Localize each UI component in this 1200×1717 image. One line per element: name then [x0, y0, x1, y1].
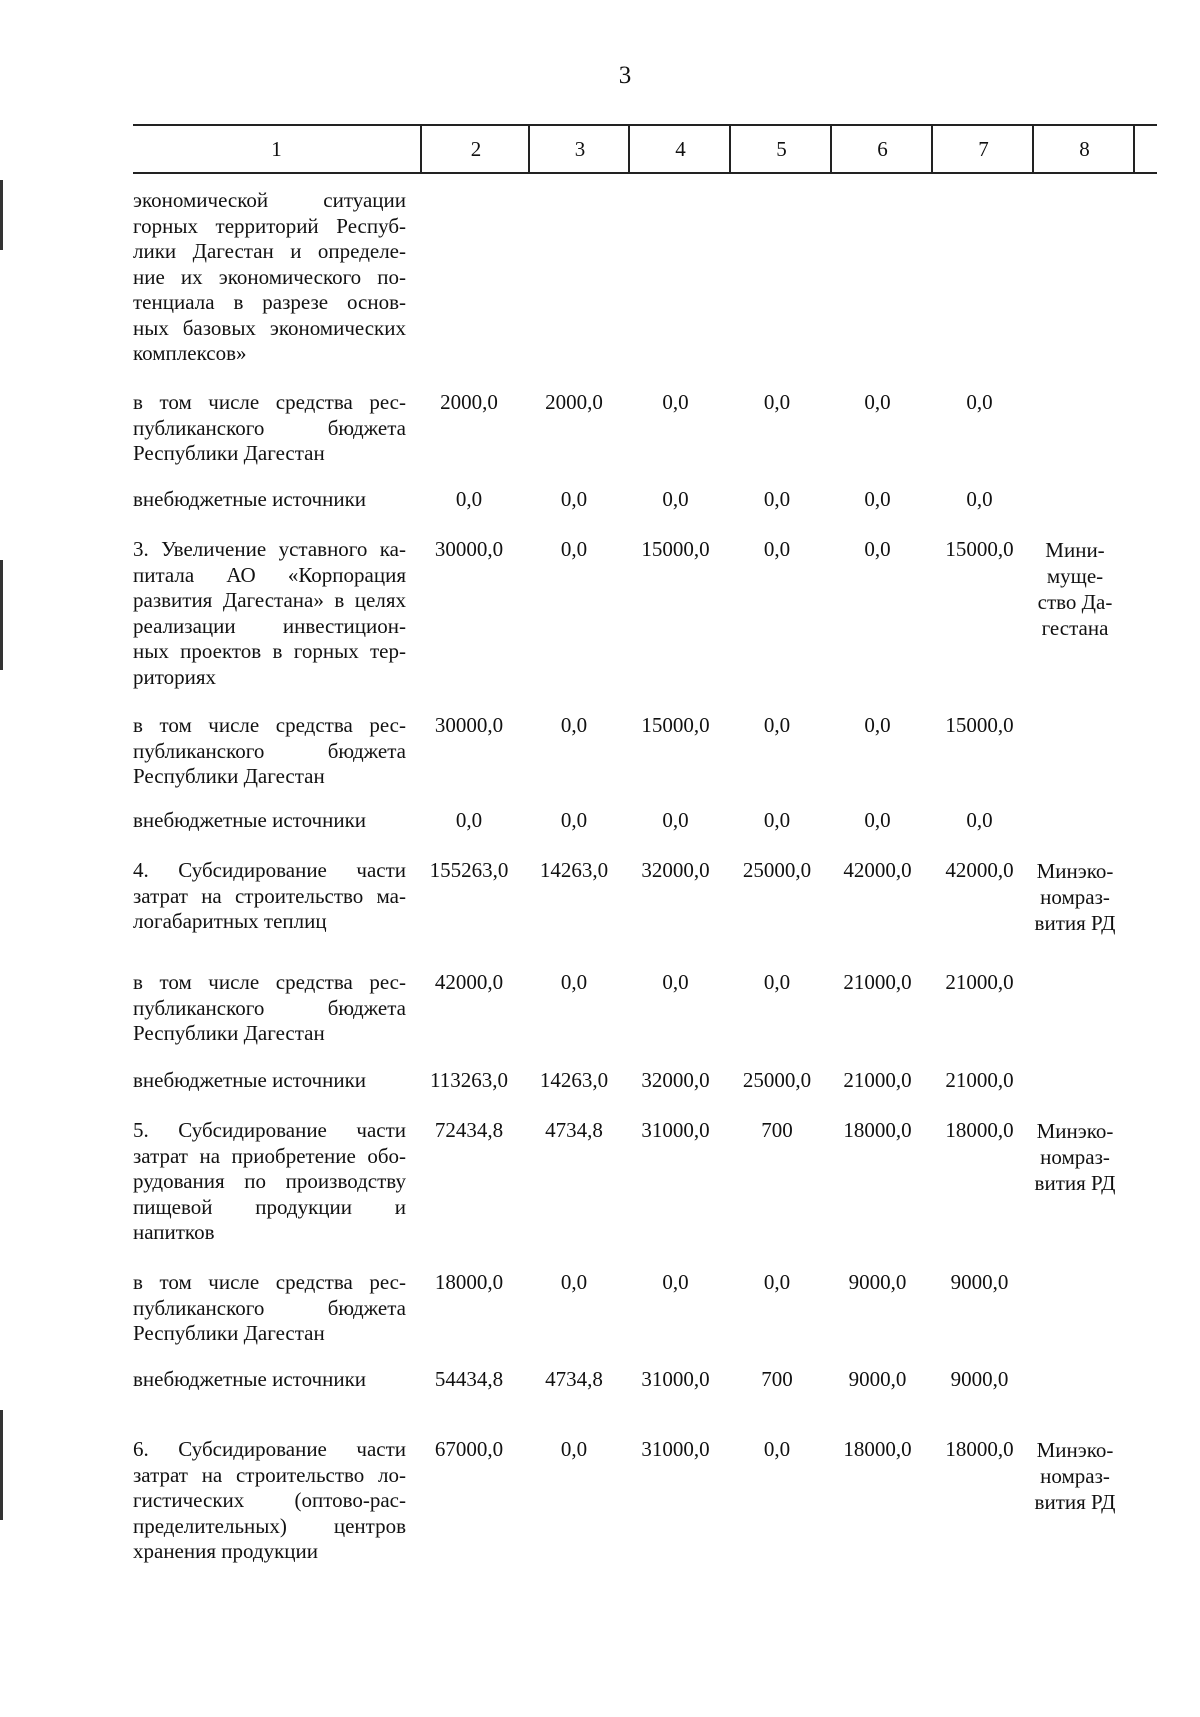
header-cell-4: 4 [628, 126, 731, 172]
description-line: питала АО «Корпорация [133, 562, 406, 587]
description-line: экономической ситуации [133, 188, 406, 212]
value-col-5: 0,0 [763, 1270, 791, 1294]
value-col-6: 9000,0 [848, 1270, 907, 1294]
responsible-line: Минэко- [1036, 859, 1114, 883]
header-cell-5: 5 [729, 126, 832, 172]
description-line: внебюджетные источники [133, 1367, 367, 1391]
value-col-4: 0,0 [662, 487, 689, 511]
description-line: логабаритных теплиц [133, 909, 327, 933]
header-cell-3: 3 [528, 126, 630, 172]
description-line: публиканского бюджета [133, 415, 406, 440]
responsible-line: Минэко- [1036, 1119, 1114, 1143]
value-col-7: 0,0 [966, 390, 993, 414]
responsible-line: вития РД [1034, 911, 1116, 935]
description-line: 4. Субсидирование части [133, 858, 406, 882]
value-col-6: 9000,0 [848, 1367, 907, 1391]
value-col-7: 21000,0 [945, 1068, 1014, 1092]
value-col-4: 32000,0 [641, 858, 710, 882]
value-col-7: 0,0 [966, 487, 993, 511]
description-line: 3. Увеличение уставного ка- [133, 537, 406, 561]
value-col-7: 15000,0 [945, 713, 1014, 737]
value-col-3: 14263,0 [539, 1068, 609, 1092]
description-line: рудования по производству [133, 1169, 406, 1193]
description-line: в том числе средства рес- [133, 970, 406, 994]
description-line: ных проектов в горных тер- [133, 639, 406, 663]
value-col-3: 0,0 [560, 808, 588, 832]
value-col-6: 21000,0 [843, 970, 912, 994]
description-line: внебюджетные источники [133, 808, 367, 832]
responsible-line: вития РД [1034, 1171, 1116, 1195]
value-col-7: 15000,0 [945, 537, 1014, 561]
description-line: пределительных) центров [133, 1513, 406, 1538]
description-line: ных базовых экономических [133, 315, 406, 340]
scan-edge-mark [0, 180, 3, 250]
value-col-4: 0,0 [662, 390, 689, 414]
value-col-2: 72434,8 [434, 1118, 504, 1142]
responsible-line: номраз- [1040, 885, 1110, 909]
value-col-5: 0,0 [763, 487, 791, 511]
value-col-2: 30000,0 [434, 713, 504, 737]
value-col-6: 42000,0 [843, 858, 912, 882]
responsible-executor [1032, 858, 1118, 936]
value-col-7: 18000,0 [945, 1437, 1014, 1461]
value-col-7: 9000,0 [950, 1367, 1009, 1391]
value-col-7: 21000,0 [945, 970, 1014, 994]
value-col-6: 18000,0 [843, 1437, 912, 1461]
scan-edge-mark [0, 560, 3, 670]
value-col-2: 0,0 [455, 487, 483, 511]
value-col-3: 4734,8 [545, 1367, 603, 1391]
value-col-6: 0,0 [864, 808, 891, 832]
value-col-2: 67000,0 [434, 1437, 504, 1461]
value-col-5: 0,0 [763, 713, 791, 737]
row-description [133, 970, 406, 1047]
value-col-5: 0,0 [763, 970, 791, 994]
value-col-5: 0,0 [763, 808, 791, 832]
row-description [133, 1068, 406, 1094]
header-cell-6: 6 [830, 126, 933, 172]
value-col-6: 0,0 [864, 390, 891, 414]
row-description [133, 713, 406, 790]
description-line: 5. Субсидирование части [133, 1118, 406, 1142]
value-col-4: 0,0 [662, 808, 689, 832]
row-description [133, 487, 406, 513]
value-col-4: 15000,0 [641, 713, 710, 737]
description-line: в том числе средства рес- [133, 390, 406, 414]
description-line: гистических (оптово-рас- [133, 1488, 406, 1512]
row-description [133, 1118, 406, 1246]
description-line: публиканского бюджета [133, 738, 406, 763]
value-col-4: 31000,0 [641, 1367, 710, 1391]
responsible-executor [1032, 1118, 1118, 1196]
row-description [133, 858, 406, 935]
value-col-6: 0,0 [864, 487, 891, 511]
description-line: внебюджетные источники [133, 1068, 367, 1092]
value-col-7: 42000,0 [945, 858, 1014, 882]
value-col-3: 14263,0 [539, 858, 609, 882]
row-description [133, 1270, 406, 1347]
value-col-3: 2000,0 [545, 390, 603, 414]
value-col-5: 700 [761, 1118, 793, 1142]
description-line: напитков [133, 1220, 215, 1244]
value-col-4: 0,0 [662, 970, 689, 994]
responsible-line: ство Да- [1037, 590, 1113, 614]
value-col-4: 0,0 [662, 1270, 689, 1294]
header-cell-9 [1133, 126, 1159, 172]
description-line: тенциала в разрезе основ- [133, 290, 406, 314]
value-col-3: 0,0 [560, 487, 588, 511]
value-col-3: 0,0 [560, 970, 588, 994]
responsible-executor [1032, 1437, 1118, 1515]
description-line: развития Дагестана» в целях [133, 588, 406, 612]
value-col-2: 2000,0 [440, 390, 498, 414]
table-header [133, 124, 1157, 174]
value-col-3: 0,0 [560, 537, 588, 561]
responsible-line: Мини- [1045, 538, 1105, 562]
row-description [133, 390, 406, 467]
row-description [133, 537, 406, 690]
description-line: затрат на приобретение обо- [133, 1143, 406, 1168]
header-cell-2: 2 [420, 126, 530, 172]
value-col-4: 31000,0 [641, 1437, 710, 1461]
description-line: в том числе средства рес- [133, 713, 406, 737]
value-col-2: 42000,0 [434, 970, 504, 994]
description-line: риториях [133, 664, 217, 689]
value-col-2: 0,0 [455, 808, 483, 832]
responsible-line: Минэко- [1036, 1438, 1114, 1462]
value-col-7: 18000,0 [945, 1118, 1014, 1142]
description-line: пищевой продукции и [133, 1194, 406, 1219]
row-description [133, 1367, 406, 1393]
description-line: внебюджетные источники [133, 487, 367, 511]
description-line: реализации инвестицион- [133, 613, 406, 638]
responsible-line: вития РД [1034, 1490, 1116, 1514]
description-line: лики Дагестан и определе- [133, 239, 406, 263]
header-cell-1: 1 [271, 137, 282, 161]
value-col-5: 0,0 [763, 1437, 791, 1461]
value-col-5: 0,0 [763, 390, 791, 414]
description-line: в том числе средства рес- [133, 1270, 406, 1294]
description-line: комплексов» [133, 341, 247, 365]
value-col-6: 0,0 [864, 713, 891, 737]
value-col-6: 21000,0 [843, 1068, 912, 1092]
description-line: Республики Дагестан [133, 764, 325, 788]
description-line: Республики Дагестан [133, 1021, 325, 1045]
description-line: ние их экономического по- [133, 264, 406, 289]
value-col-7: 9000,0 [950, 1270, 1009, 1294]
row-description [133, 808, 406, 834]
responsible-line: муще- [1046, 564, 1104, 588]
header-cell-7: 7 [931, 126, 1034, 172]
description-line: 6. Субсидирование части [133, 1437, 406, 1461]
description-line: публиканского бюджета [133, 995, 406, 1020]
description-line: горных территорий Респуб- [133, 213, 406, 238]
scan-edge-mark [0, 1410, 3, 1520]
value-col-2: 54434,8 [434, 1367, 504, 1391]
value-col-7: 0,0 [966, 808, 993, 832]
page-number: 3 [618, 62, 632, 89]
value-col-3: 4734,8 [545, 1118, 603, 1142]
value-col-3: 0,0 [560, 1270, 588, 1294]
value-col-4: 31000,0 [641, 1118, 710, 1142]
value-col-6: 0,0 [864, 537, 891, 561]
value-col-2: 18000,0 [434, 1270, 504, 1294]
value-col-4: 32000,0 [641, 1068, 710, 1092]
responsible-line: номраз- [1040, 1464, 1110, 1488]
description-line: затрат на строительство ма- [133, 883, 406, 908]
value-col-5: 25000,0 [742, 1068, 812, 1092]
value-col-4: 15000,0 [641, 537, 710, 561]
value-col-2: 155263,0 [429, 858, 509, 882]
description-line: хранения продукции [133, 1539, 319, 1563]
value-col-5: 25000,0 [742, 858, 812, 882]
responsible-line: гестана [1041, 616, 1109, 640]
value-col-2: 113263,0 [430, 1068, 508, 1092]
header-cell-8: 8 [1032, 126, 1135, 172]
value-col-2: 30000,0 [434, 537, 504, 561]
description-line: затрат на строительство ло- [133, 1462, 406, 1487]
value-col-3: 0,0 [560, 1437, 588, 1461]
description-line: публиканского бюджета [133, 1295, 406, 1320]
value-col-6: 18000,0 [843, 1118, 912, 1142]
value-col-5: 0,0 [763, 537, 791, 561]
description-line: Республики Дагестан [133, 441, 325, 465]
value-col-3: 0,0 [560, 713, 588, 737]
responsible-executor [1032, 537, 1118, 641]
responsible-line: номраз- [1040, 1145, 1110, 1169]
row-description [133, 188, 406, 367]
row-description [133, 1437, 406, 1565]
value-col-5: 700 [761, 1367, 793, 1391]
description-line: Республики Дагестан [133, 1321, 325, 1345]
